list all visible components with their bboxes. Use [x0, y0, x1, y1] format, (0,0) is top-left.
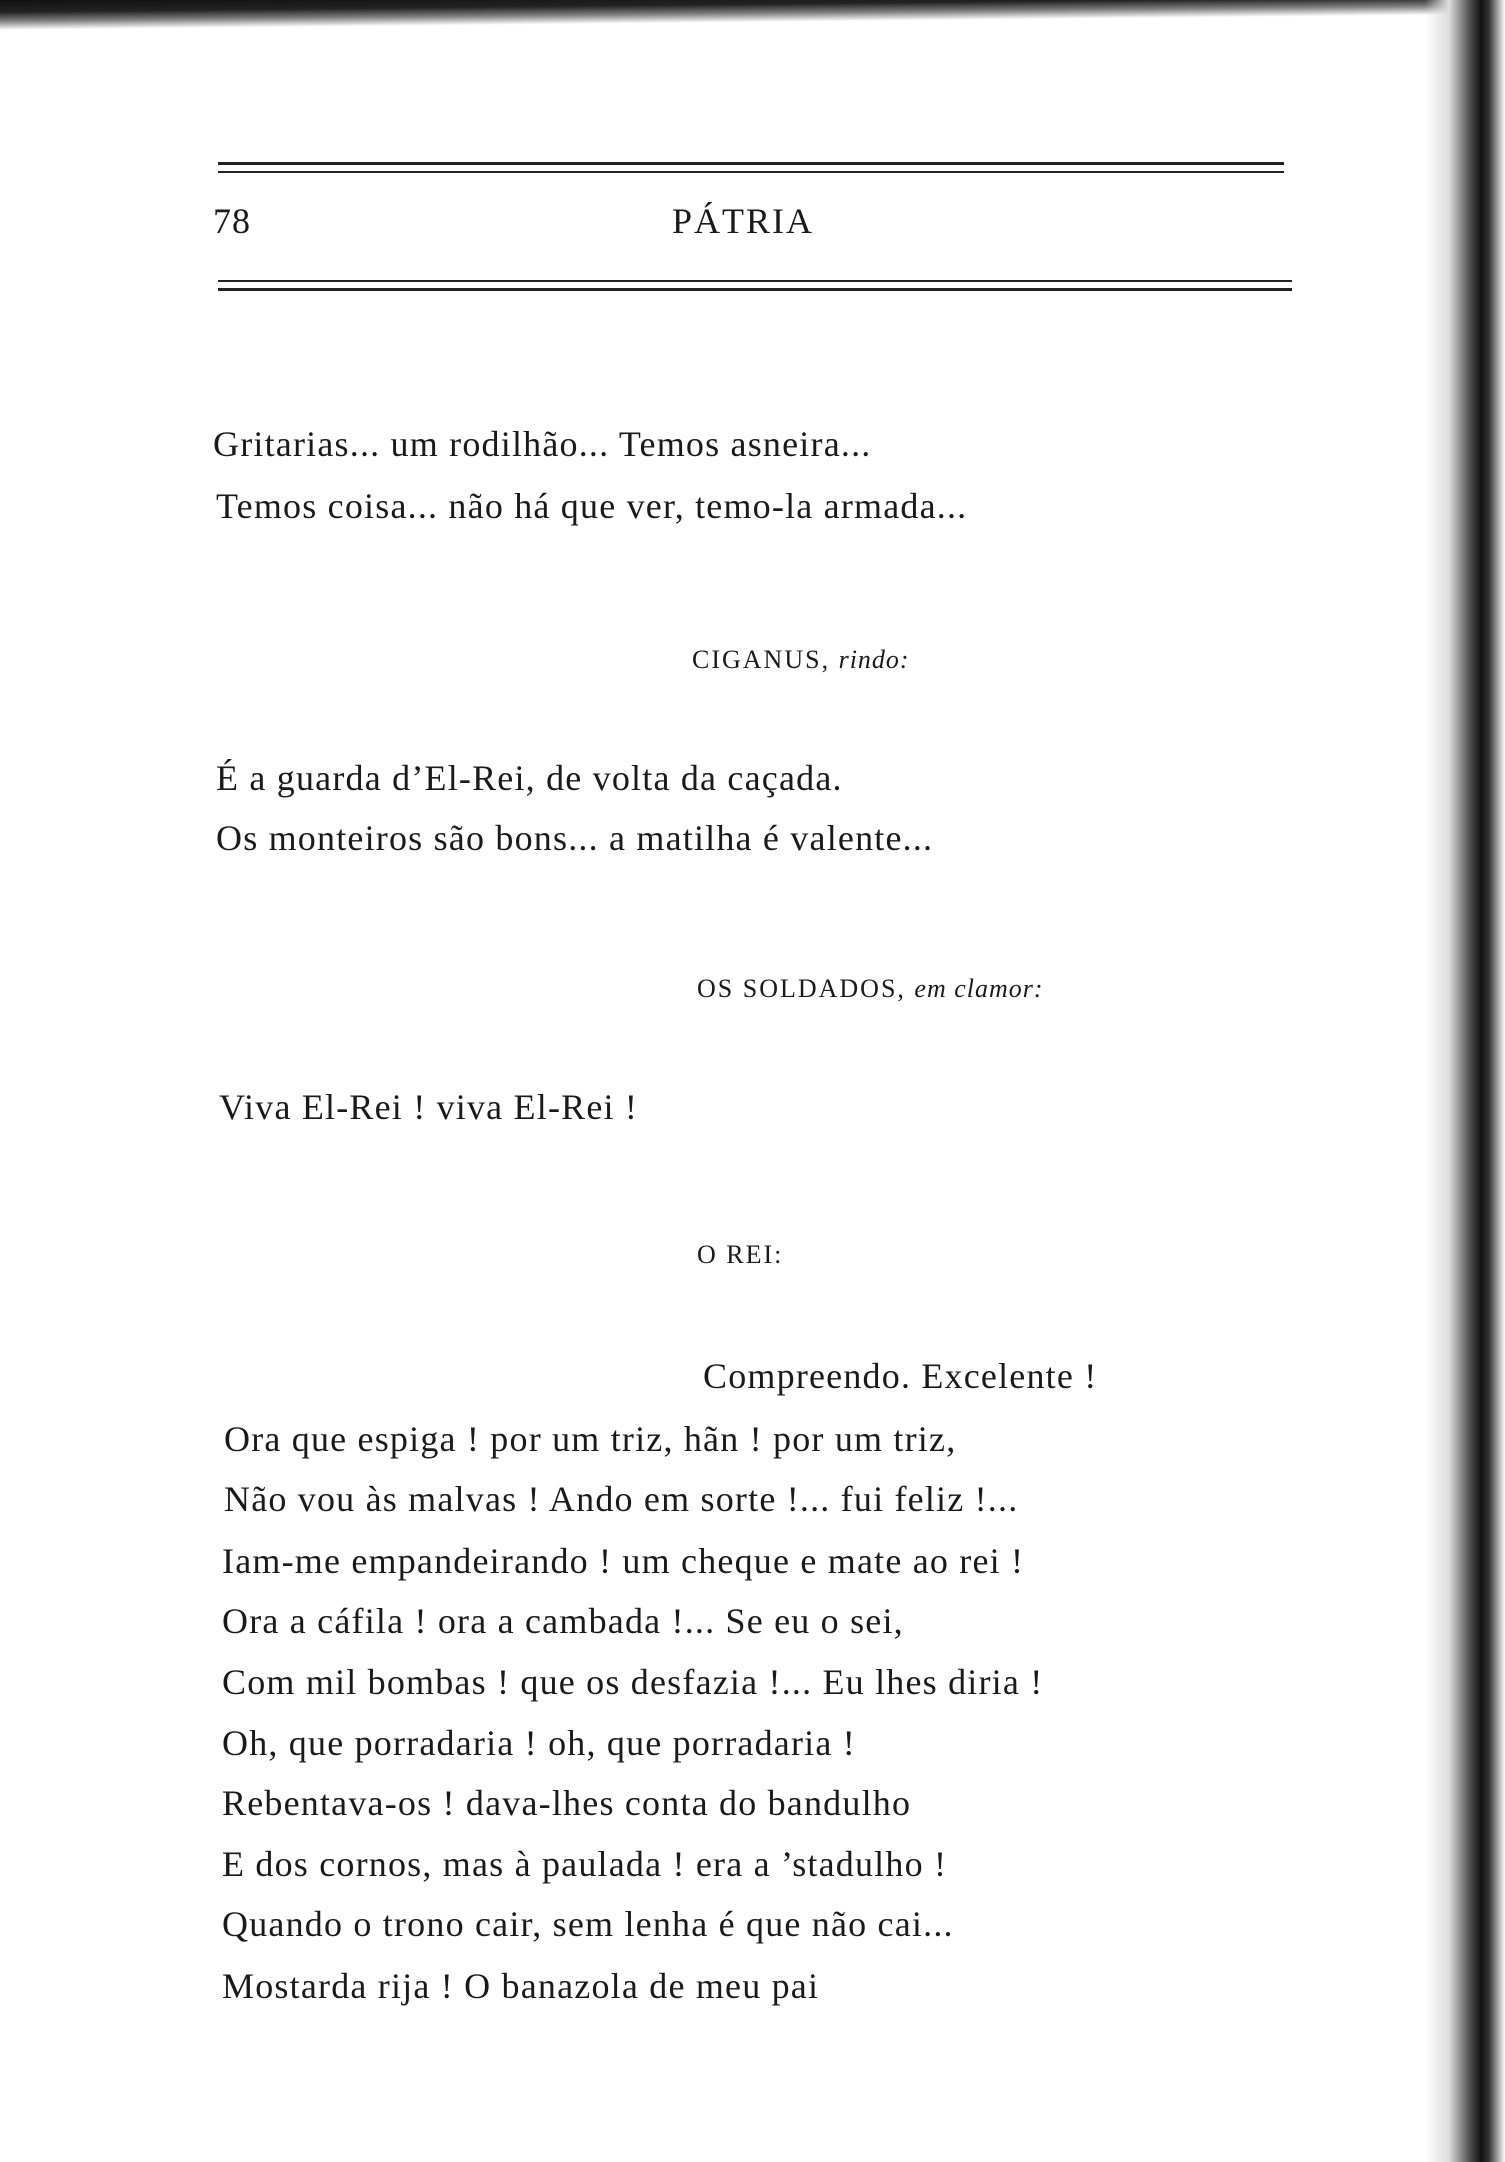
- verse-line: É a guarda d’El-Rei, de volta da caçada.: [216, 758, 843, 798]
- speaker-name: CIGANUS,: [692, 645, 831, 674]
- speaker-heading: [697, 974, 1044, 1004]
- header-rule-bottom: [218, 288, 1292, 291]
- speaker-name: O REI:: [697, 1240, 784, 1269]
- header-rule-bottom-thin: [218, 280, 1292, 282]
- verse-line: Gritarias... um rodilhão... Temos asneira...: [213, 424, 872, 464]
- verse-line: E dos cornos, mas à paulada ! era a ’stadulho !: [222, 1844, 948, 1884]
- running-title: PÁTRIA: [672, 201, 815, 241]
- verse-line: Quando o trono cair, sem lenha é que não cai...: [222, 1904, 954, 1944]
- header-rule-top: [218, 162, 1284, 165]
- stage-direction: rindo:: [838, 645, 910, 674]
- scan-binding-edge: [1425, 0, 1505, 2162]
- speaker-name: OS SOLDADOS,: [697, 974, 906, 1003]
- speaker-heading: [692, 645, 910, 675]
- verse-line: Temos coisa... não há que ver, temo-la armada...: [216, 486, 968, 526]
- scan-top-shadow: [0, 0, 1460, 30]
- verse-line: Compreendo. Excelente !: [703, 1356, 1098, 1396]
- verse-line: Ora que espiga ! por um triz, hãn ! por um triz,: [224, 1419, 957, 1459]
- page-number: 78: [213, 201, 251, 241]
- speaker-heading: [697, 1240, 783, 1270]
- verse-line: Ora a cáfila ! ora a cambada !... Se eu o sei,: [222, 1601, 904, 1641]
- verse-line: Rebentava-os ! dava-lhes conta do bandulho: [222, 1783, 912, 1823]
- verse-line: Iam-me empandeirando ! um cheque e mate ao rei !: [222, 1541, 1025, 1581]
- verse-line: Não vou às malvas ! Ando em sorte !... fui feliz !...: [224, 1479, 1019, 1519]
- header-rule-top-thin: [218, 171, 1284, 173]
- verse-line: Com mil bombas ! que os desfazia !... Eu lhes diria !: [222, 1662, 1044, 1702]
- verse-line: Viva El-Rei ! viva El-Rei !: [219, 1087, 639, 1127]
- verse-line: Oh, que porradaria ! oh, que porradaria !: [222, 1723, 856, 1763]
- verse-line: Mostarda rija ! O banazola de meu pai: [222, 1966, 820, 2006]
- verse-line: Os monteiros são bons... a matilha é valente...: [216, 818, 934, 858]
- stage-direction: em clamor:: [914, 974, 1044, 1003]
